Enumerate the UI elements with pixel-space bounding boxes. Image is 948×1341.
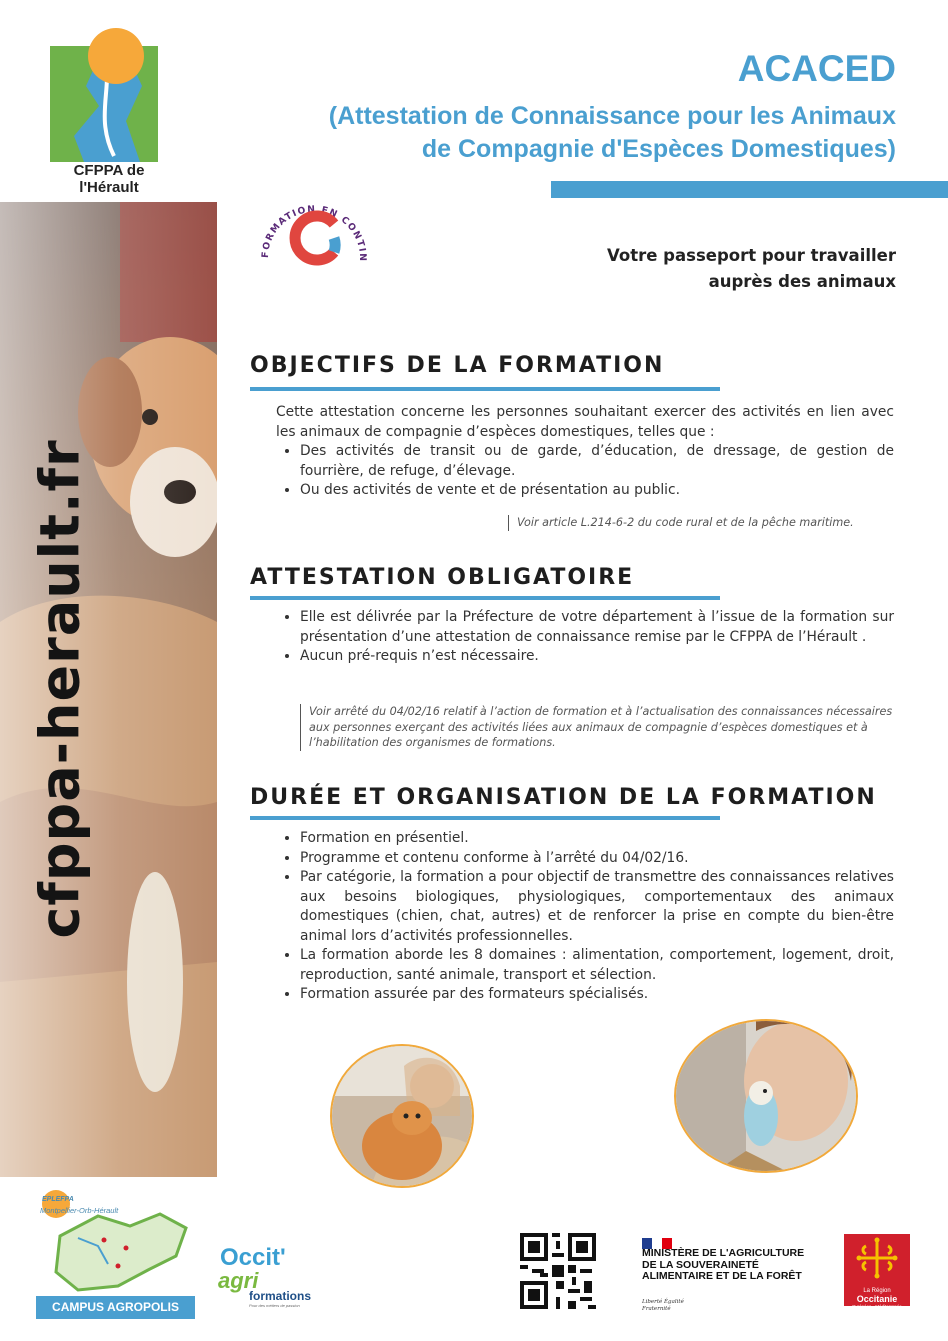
ministry-motto: Liberté Égalité Fraternité xyxy=(642,1299,684,1312)
website-url[interactable]: cfppa-herault.fr xyxy=(28,439,92,939)
occitagri-logo-line3: formations xyxy=(249,1289,312,1303)
republique-flag-icon xyxy=(642,1234,672,1245)
subtitle-line-2: de Compagnie d'Espèces Domestiques) xyxy=(421,135,896,163)
objectifs-reference: Voir article L.214-6-2 du code rural et de la pêche maritime. xyxy=(508,515,905,531)
formation-continue-badge xyxy=(254,180,370,278)
section-rule-duree xyxy=(250,816,720,820)
tagline-line-1: Votre passeport pour travailler xyxy=(607,246,896,265)
occitagri-logo-line1: Occit' xyxy=(220,1244,286,1271)
list-item: • Des activités de transit ou de garde, d’éducation, de dressage, de gestion de fourrière, de refuge, d’élevage. xyxy=(300,442,894,481)
list-item: • Programme et contenu conforme à l’arrêté du 04/02/16. xyxy=(300,849,894,869)
region-subtitle: Pyrénées - Méditerranée xyxy=(852,1304,902,1309)
woman-with-cat-photo xyxy=(330,1044,474,1188)
objectifs-list xyxy=(276,442,894,501)
eplefpa-subname: Montpellier-Orb-Hérault xyxy=(40,1206,119,1215)
list-item: • Aucun pré-requis n’est nécessaire. xyxy=(300,647,894,667)
list-item: • Formation assurée par des formateurs spécialisés. xyxy=(300,985,894,1005)
eplefpa-name: EPLEFPA xyxy=(42,1196,74,1203)
attestation-reference: Voir arrêté du 04/02/16 relatif à l’action de formation et à l’actualisation des connaissances nécessaires aux personnes exerçant des activités liées aux animaux de compagnie d’espèces domestiques et à l’habilitation des organismes de formations. xyxy=(300,704,897,751)
list-item: • Par catégorie, la formation a pour objectif de transmettre des connaissances relatives aux besoins biologiques, physiologiques, comportementaux des animaux domestiques (chien, chat, autres) et de renforcer la prise en compte du bien-être animal lors d’activités professionnelles. xyxy=(300,868,894,946)
section-rule-objectifs xyxy=(250,387,720,391)
qr-code[interactable] xyxy=(520,1233,596,1309)
page-title: ACACED xyxy=(737,48,896,89)
list-item: • Formation en présentiel. xyxy=(300,829,894,849)
woman-with-parakeet-photo xyxy=(674,1019,858,1173)
tagline xyxy=(607,243,896,295)
ministry-name: MINISTÈRE DE L'AGRICULTURE DE LA SOUVERAINETÉ ALIMENTAIRE ET DE LA FORÊT xyxy=(642,1247,805,1282)
duree-list xyxy=(276,829,894,1005)
region-prefix: La Région xyxy=(863,1288,891,1294)
objectifs-intro: Cette attestation concerne les personnes souhaitant exercer des activités en lien avec les animaux de compagnie d’espèces domestiques, telles que : xyxy=(276,404,894,440)
list-item: • La formation aborde les 8 domaines : alimentation, comportement, logement, droit, reproduction, santé animale, transport et sélection. xyxy=(300,946,894,985)
campus-agropolis-label: CAMPUS AGROPOLIS xyxy=(36,1296,195,1319)
section-title-attestation: ATTESTATION OBLIGATOIRE xyxy=(250,565,635,590)
list-item: • Elle est délivrée par la Préfecture de votre département à l’issue de la formation sur présentation d’une attestation de connaissance remise par le CFPPA de l’Hérault . xyxy=(300,608,894,647)
cfppa-logo-label: CFPPA de l'Hérault xyxy=(73,162,145,196)
page-subtitle xyxy=(256,100,896,166)
occitagri-logo-line2: agri xyxy=(218,1268,259,1293)
section-title-duree: DURÉE ET ORGANISATION DE LA FORMATION xyxy=(250,785,877,810)
section-rule-attestation xyxy=(250,596,720,600)
section-title-objectifs: OBJECTIFS DE LA FORMATION xyxy=(250,353,665,378)
region-name: Occitanie xyxy=(856,1294,898,1304)
occitagri-tagline: Pour des métiers de passion xyxy=(249,1303,300,1308)
header-accent-bar xyxy=(551,181,948,198)
list-item: • Ou des activités de vente et de présentation au public. xyxy=(300,481,894,501)
subtitle-line-1: (Attestation de Connaissance pour les Animaux xyxy=(328,102,896,130)
tagline-line-2: auprès des animaux xyxy=(708,272,896,291)
attestation-list xyxy=(276,608,894,667)
svg-text:FORMATION EN CONTINUE: FORMATION EN CONTIN xyxy=(259,203,369,263)
